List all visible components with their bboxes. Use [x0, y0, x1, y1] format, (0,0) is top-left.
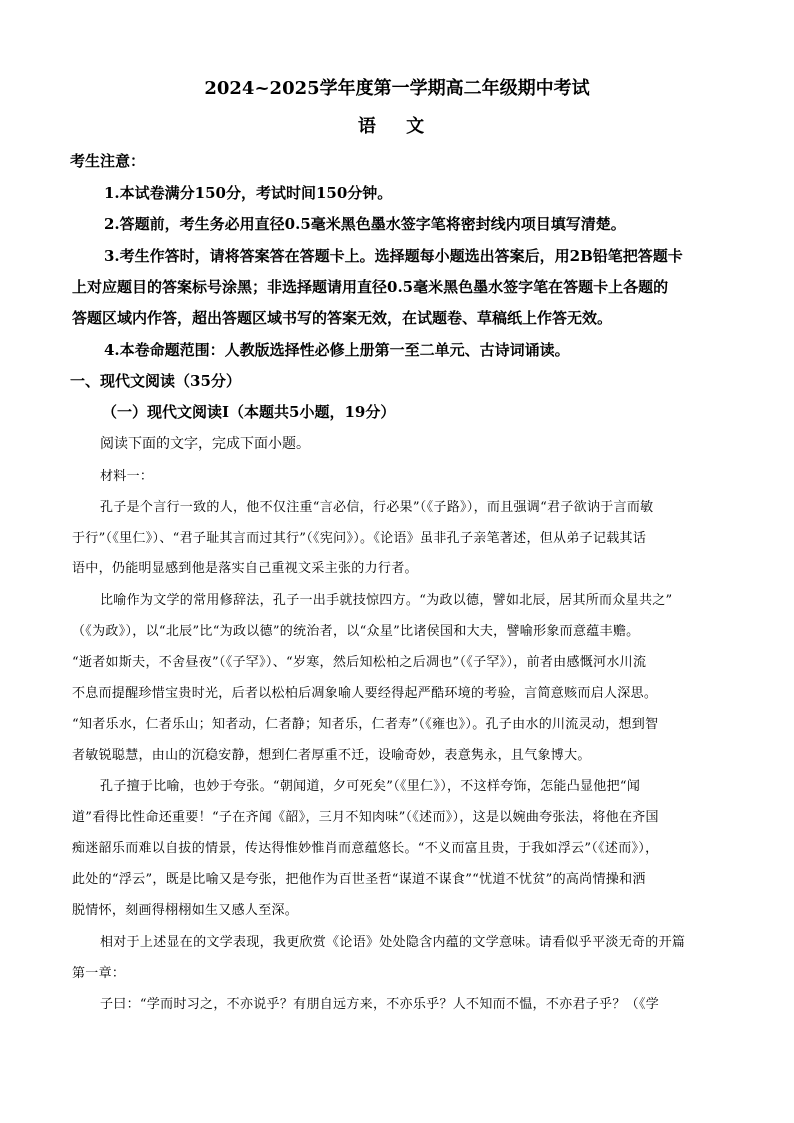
paragraph-3-line-4: 此处的“浮云”，既是比喻又是夸张，把他作为百世圣哲“谋道不谋食”“忧道不忧贫”的高尚情操和洒 [72, 872, 646, 887]
notice-item-3-line-1: 3.考生作答时，请将答案答在答题卡上。选择题每小题选出答案后，用2B铅笔把答题卡 [104, 247, 683, 265]
notice-item-1: 1.本试卷满分150分，考试时间150分钟。 [104, 184, 393, 202]
notice-item-3-line-2: 上对应题目的答案标号涂黑；非选择题请用直径0.5毫米黑色墨水签字笔在答题卡上各题的 [72, 278, 669, 296]
section-heading: 一、现代文阅读（35分） [70, 372, 241, 390]
paragraph-1-line-2: 于行”（《里仁》）、“君子耻其言而过其行”（《宪问》）。《论语》虽非孔子亲笔著述，但从弟子记载其话 [72, 531, 647, 546]
material-label: 材料一： [100, 469, 154, 484]
paragraph-3-line-3: 痴迷韶乐而难以自拔的情景，传达得惟妙惟肖而意蕴悠长。“不义而富且贵，于我如浮云”（《述而》）， [72, 841, 659, 856]
notice-item-3-line-3: 答题区域内作答，超出答题区域书写的答案无效，在试题卷、草稿纸上作答无效。 [72, 309, 613, 327]
paragraph-2-line-2: （《为政》），以“北辰”比“为政以德”的统治者，以“众星”比诸侯国和大夫，譬喻形象而意蕴丰赡。 [72, 624, 640, 639]
paragraph-2-line-5: “知者乐水，仁者乐山；知者动，仁者静；知者乐，仁者寿”（《雍也》）。孔子由水的川流灵动，想到智 [72, 717, 659, 732]
paragraph-2-line-4: 不息而提醒珍惜宝贵时光，后者以松柏后凋象喻人要经得起严酷环境的考验，言简意赅而启人深思。 [72, 686, 658, 701]
notice-item-2: 2.答题前，考生务必用直径0.5毫米黑色墨水签字笔将密封线内项目填写清楚。 [104, 215, 626, 233]
paragraph-5-line-1: 子曰：“学而时习之，不亦说乎？有朋自远方来，不亦乐乎？人不知而不愠，不亦君子乎？（《学 [100, 997, 660, 1012]
paragraph-4-line-1: 相对于上述显在的文学表现，我更欣赏《论语》处处隐含内蕴的文学意味。请看似乎平淡无奇的开篇 [100, 935, 686, 950]
notice-item-4: 4.本卷命题范围：人教版选择性必修上册第一至二单元、古诗词诵读。 [104, 341, 570, 359]
exam-title: 2024~2025学年度第一学期高二年级期中考试 [204, 78, 590, 99]
paragraph-1-line-1: 孔子是个言行一致的人，他不仅注重“言必信，行必果”（《子路》），而且强调“君子欲讷于言而敏 [100, 500, 654, 515]
paragraph-2-line-1: 比喻作为文学的常用修辞法，孔子一出手就技惊四方。“为政以德，譬如北辰，居其所而众星共之” [100, 593, 673, 608]
notice-heading: 考生注意： [70, 152, 146, 170]
paragraph-2-line-3: “逝者如斯夫，不舍昼夜”（《子罕》）、“岁寒，然后知松柏之后凋也”（《子罕》），前者由感慨河水川流 [72, 655, 647, 670]
reading-instruction: 阅读下面的文字，完成下面小题。 [100, 436, 310, 452]
paragraph-4-line-2: 第一章： [72, 966, 126, 981]
paragraph-1-line-3: 语中，仍能明显感到他是落实自己重视文采主张的力行者。 [72, 561, 418, 576]
paragraph-3-line-1: 孔子擅于比喻，也妙于夸张。“朝闻道，夕可死矣”（《里仁》），不这样夸饰，怎能凸显他把“闻 [100, 779, 641, 794]
subsection-heading: （一）现代文阅读Ⅰ（本题共5小题，19分） [102, 403, 396, 421]
subject-title: 语 文 [357, 116, 437, 137]
paragraph-3-line-5: 脱情怀，刻画得栩栩如生又感人至深。 [72, 903, 299, 918]
paragraph-3-line-2: 道”看得比性命还重要！“子在齐闻《韶》，三月不知肉味”（《述而》），这是以婉曲夸张法，将他在齐国 [72, 810, 659, 825]
paragraph-2-line-6: 者敏锐聪慧，由山的沉稳安静，想到仁者厚重不迁，设喻奇妙，表意隽永，且气象博大。 [72, 748, 591, 763]
